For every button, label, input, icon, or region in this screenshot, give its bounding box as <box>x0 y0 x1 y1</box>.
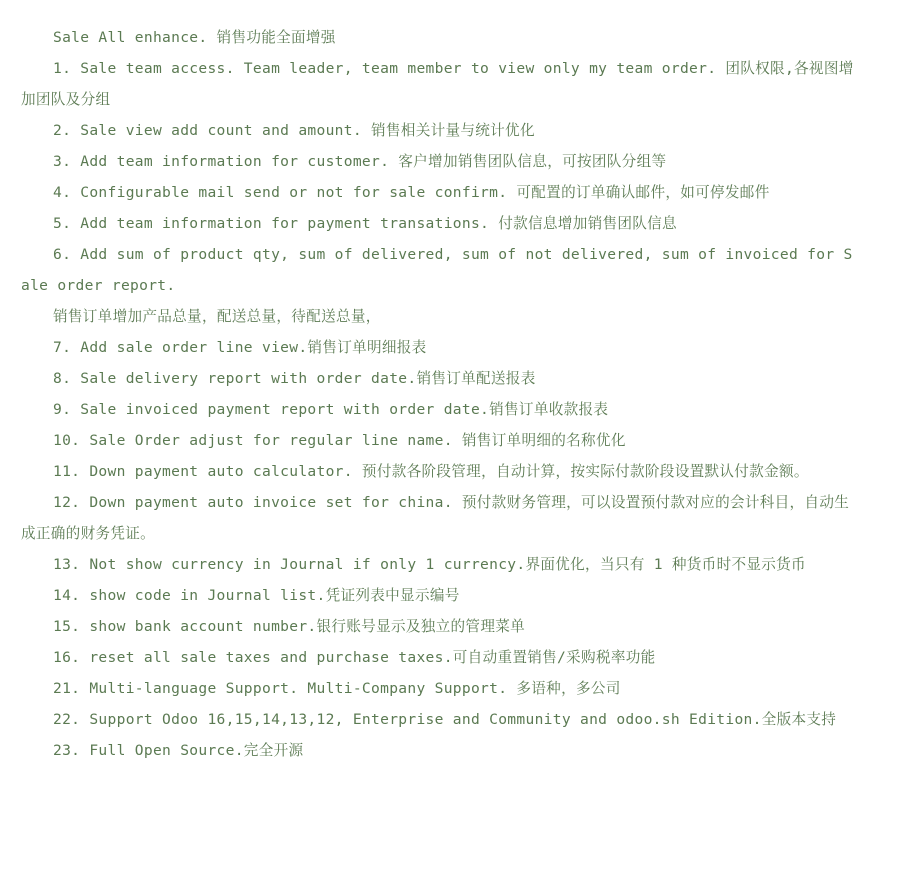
feature-6-sum-report: 6. Add sum of product qty, sum of delivered, sum of not delivered, sum of invoiced for Sale order report. <box>21 246 853 294</box>
feature-16-reset-taxes: 16. reset all sale taxes and purchase taxes.可自动重置销售/采购税率功能 <box>53 649 656 666</box>
feature-4-mail-config: 4. Configurable mail send or not for sale confirm. 可配置的订单确认邮件，如可停发邮件 <box>53 184 770 201</box>
feature-13-currency-journal: 13. Not show currency in Journal if only 1 currency.界面优化，当只有 1 种货币时不显示货币 <box>53 556 806 573</box>
feature-14-journal-code: 14. show code in Journal list.凭证列表中显示编号 <box>53 587 460 604</box>
feature-8-delivery-report: 8. Sale delivery report with order date.销售订单配送报表 <box>53 370 536 387</box>
feature-1-team-access: 1. Sale team access. Team leader, team member to view only my team order. 团队权限,各视图增加团队及分组 <box>21 60 854 108</box>
feature-22-odoo-versions: 22. Support Odoo 16,15,14,13,12, Enterprise and Community and odoo.sh Edition.全版本支持 <box>53 711 837 728</box>
feature-5-team-payment: 5. Add team information for payment transations. 付款信息增加销售团队信息 <box>53 215 677 232</box>
intro-paragraph: Sale All enhance. 销售功能全面增强 <box>53 29 336 46</box>
feature-11-down-payment-calc: 11. Down payment auto calculator. 预付款各阶段管理，自动计算，按实际付款阶段设置默认付款金额。 <box>53 463 809 480</box>
feature-3-team-customer: 3. Add team information for customer. 客户增加销售团队信息，可按团队分组等 <box>53 153 667 170</box>
feature-9-payment-report: 9. Sale invoiced payment report with order date.销售订单收款报表 <box>53 401 609 418</box>
feature-21-multi-language: 21. Multi-language Support. Multi-Company Support. 多语种，多公司 <box>53 680 621 697</box>
feature-23-open-source: 23. Full Open Source.完全开源 <box>53 742 304 759</box>
feature-10-line-name: 10. Sale Order adjust for regular line name. 销售订单明细的名称优化 <box>53 432 626 449</box>
feature-15-bank-account: 15. show bank account number.银行账号显示及独立的管理菜单 <box>53 618 526 635</box>
feature-7-line-view: 7. Add sale order line view.销售订单明细报表 <box>53 339 427 356</box>
feature-6-chinese-note: 销售订单增加产品总量，配送总量，待配送总量， <box>53 308 381 325</box>
feature-2-count-amount: 2. Sale view add count and amount. 销售相关计量与统计优化 <box>53 122 535 139</box>
feature-12-down-payment-invoice: 12. Down payment auto invoice set for china. 预付款财务管理，可以设置预付款对应的会计科目，自动生成正确的财务凭证。 <box>21 494 850 542</box>
feature-list-document <box>21 22 855 766</box>
